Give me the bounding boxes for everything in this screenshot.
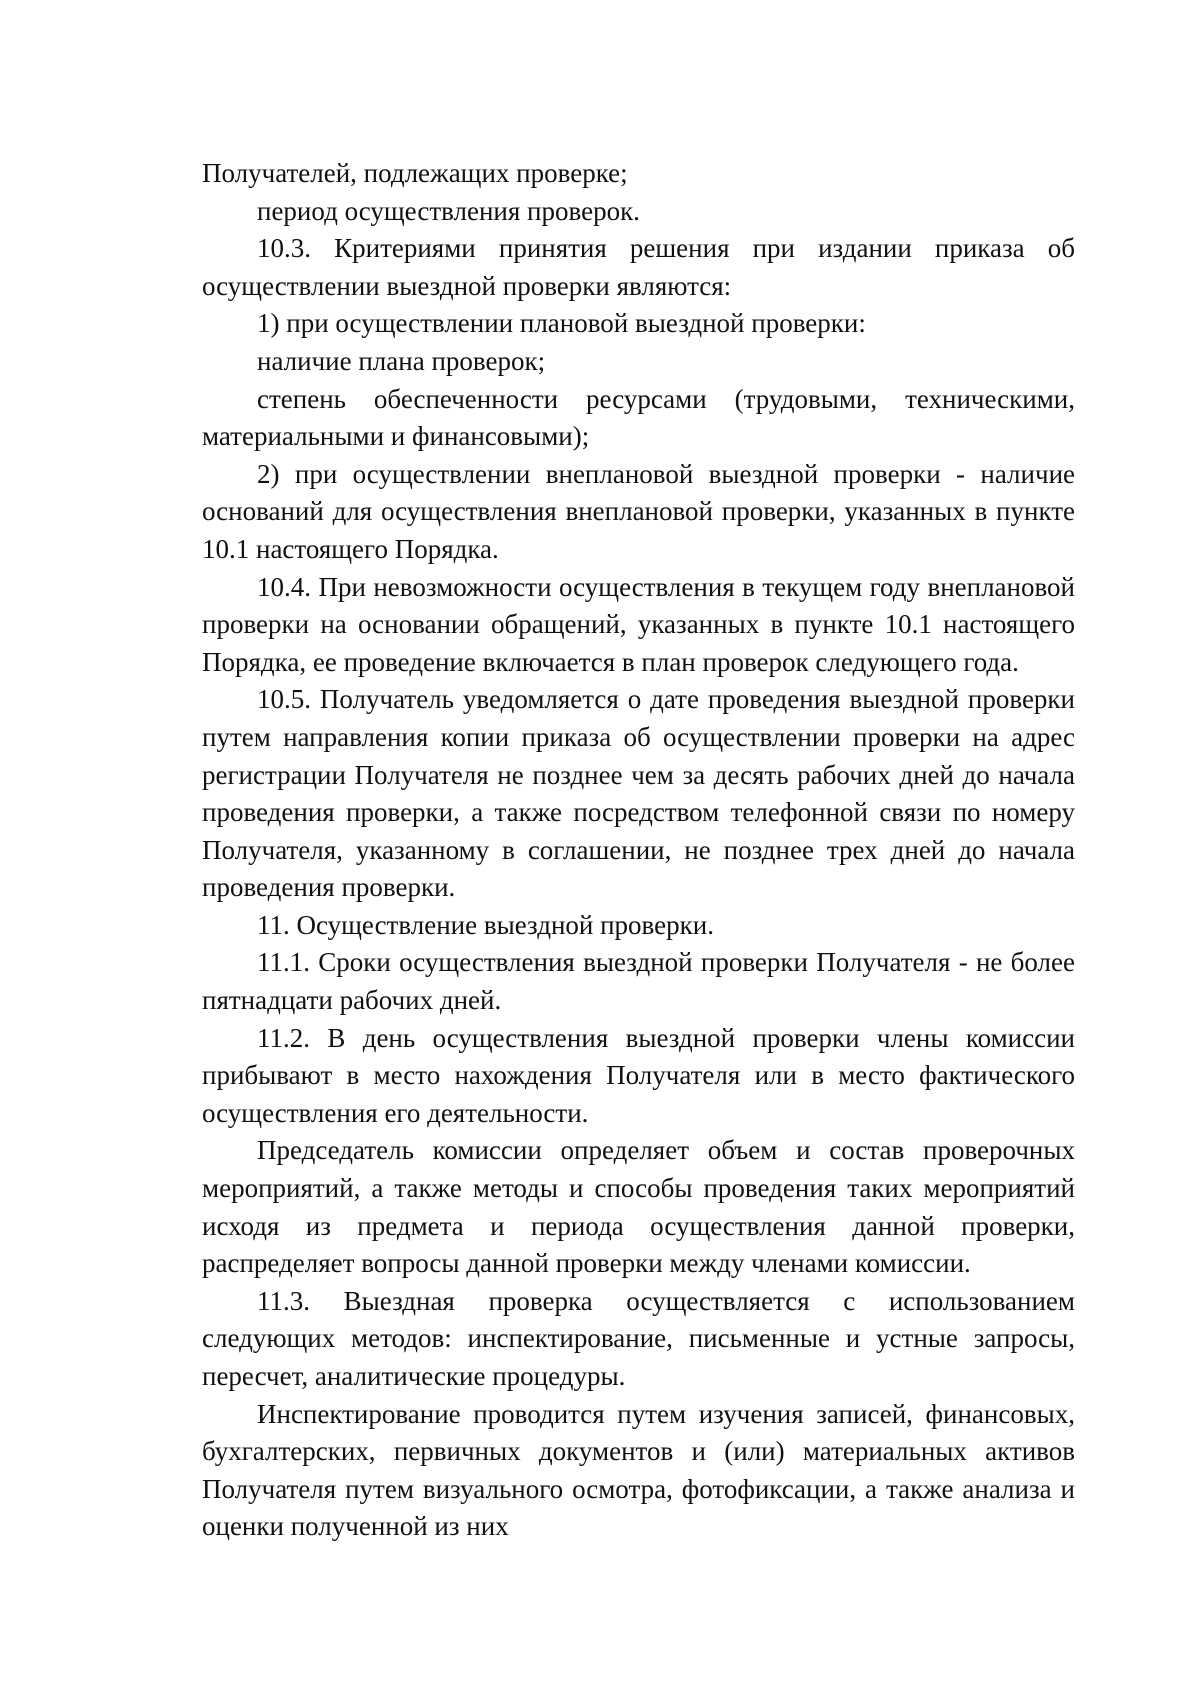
paragraph-recipients-continuation: Получателей, подлежащих проверке; xyxy=(202,158,628,188)
paragraph-11-3: 11.3. Выездная проверка осуществляется с использованием следующих методов: инспектирование, письменные и устные запросы, пересчет, аналитические процедуры. xyxy=(202,1285,1075,1391)
paragraph-inspection-period: период осуществления проверок. xyxy=(257,195,640,226)
paragraph-commission-chair: Председатель комиссии определяет объем и состав проверочных мероприятий, а также методы и способы проведения таких мероприятий исходя из предмета и периода осуществления данной проверки, распределяет вопросы данной проверки между членами комиссии. xyxy=(202,1135,1075,1279)
paragraph-11-2: 11.2. В день осуществления выездной проверки члены комиссии прибывают в место нахождения Получателя или в место фактического осуществления его деятельности. xyxy=(202,1022,1075,1128)
paragraph-10-5: 10.5. Получатель уведомляется о дате проведения выездной проверки путем направления копии приказа об осуществлении проверки на адрес регистрации Получателя не позднее чем за десять рабочих дней до начала проведения проверки, а также посредством телефонной связи по номеру Получателя, указанному в соглашении, не позднее трех дней до начала проведения проверки. xyxy=(202,684,1075,903)
paragraph-10-3-item-2: 2) при осуществлении внеплановой выездной проверки - наличие оснований для осуществления внеплановой проверки, указанных в пункте 10.1 настоящего Порядка. xyxy=(202,458,1075,564)
paragraph-inspection-method: Инспектирование проводится путем изучения записей, финансовых, бухгалтерских, первичных документов и (или) материальных активов Получателя путем визуального осмотра, фотофиксации, а также анализа и оценки полученной из них xyxy=(202,1398,1075,1542)
document-body xyxy=(202,155,1075,1546)
paragraph-10-3-item-1: 1) при осуществлении плановой выездной проверки: xyxy=(257,308,866,339)
paragraph-11-1: 11.1. Сроки осуществления выездной проверки Получателя - не более пятнадцати рабочих дней. xyxy=(202,947,1075,1016)
section-11-heading: 11. Осуществление выездной проверки. xyxy=(257,909,714,940)
paragraph-10-3: 10.3. Критериями принятия решения при издании приказа об осуществлении выездной проверки являются: xyxy=(202,233,1075,301)
paragraph-10-4: 10.4. При невозможности осуществления в текущем году внеплановой проверки на основании обращений, указанных в пункте 10.1 настоящего Порядка, ее проведение включается в план проверок следующего года. xyxy=(202,571,1075,677)
paragraph-resources: степень обеспеченности ресурсами (трудовыми, техническими, материальными и финансовыми); xyxy=(202,383,1075,452)
paragraph-plan-availability: наличие плана проверок; xyxy=(257,345,546,376)
